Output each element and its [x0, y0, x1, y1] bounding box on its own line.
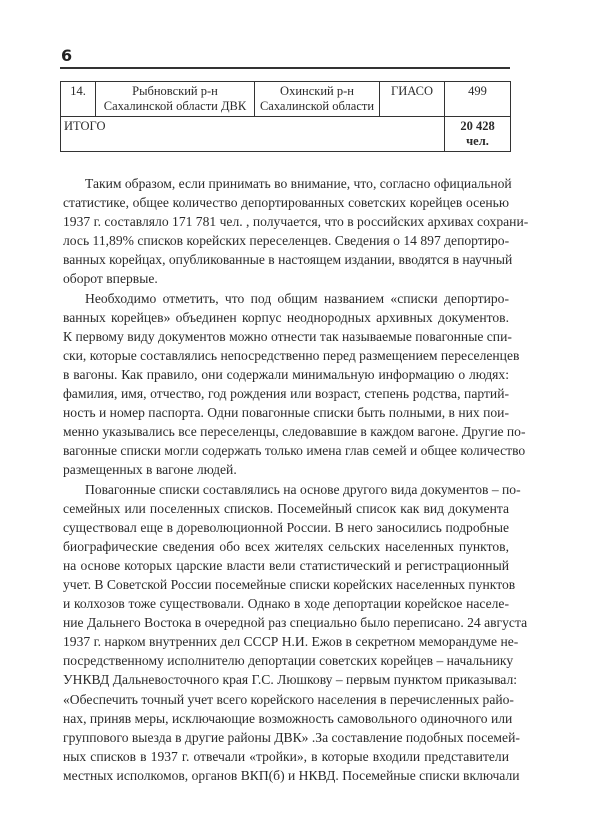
- page-number: 6: [61, 46, 73, 65]
- text-line: местных исполкомов, органов ВКП(б) и НКВД. Посемейные списки включали: [63, 767, 520, 783]
- total-value: 20 428 чел.: [445, 117, 511, 152]
- text-line: учет. В Советской России посемейные списки корейских населенных пунктов: [63, 576, 516, 592]
- text-line: статистике, общее количество депортированных советских корейцев осенью: [63, 195, 509, 211]
- cell-count: 499: [445, 82, 511, 117]
- table-row: [61, 82, 511, 117]
- text-line: вагонные списки могли содержать только имена глав семей и общее количество: [63, 443, 526, 459]
- text-line: в вагоны. Как правило, они содержали минимальную информацию о людях:: [63, 366, 509, 382]
- text-line: размещенных в вагоне людей.: [63, 462, 237, 478]
- text-line: Необходимо отметить, что под общим названием «списки депортиро-: [85, 290, 509, 306]
- total-label: ИТОГО: [61, 117, 445, 152]
- origin-line: Рыбновский р-н: [132, 84, 218, 98]
- text-line: ность и номер паспорта. Одни повагонные списки быть полными, в них пои-: [63, 405, 509, 421]
- text-line: лось 11,89% списков корейских переселенцев. Сведения о 14 897 депортиро-: [63, 233, 510, 249]
- text-line: Повагонные списки составлялись на основе другого вида документов – по-: [85, 481, 521, 497]
- text-line: на основе которых царские власти вели статистический и регистрационный: [63, 557, 509, 573]
- text-line: Таким образом, если принимать во внимание, что, согласно официальной: [85, 176, 512, 191]
- text-line: ванных корейцах, опубликованные в настоящем издании, вводятся в научный: [63, 252, 513, 268]
- text-line: оборот впервые.: [63, 271, 158, 287]
- text-line: группового выезда в другие районы ДВК» .За составление подобных посемей-: [63, 729, 520, 745]
- text-line: ных списков в 1937 г. отвечали «тройки», в которые входили представители: [63, 748, 509, 764]
- text-line: ние Дальнего Востока в очередной раз специально было переписано. 24 августа: [63, 615, 528, 631]
- body-text: [63, 174, 529, 785]
- cell-number: 14.: [61, 82, 96, 117]
- text-line: 1937 г. нарком внутренних дел СССР Н.И. Ежов в секретном меморандуме не-: [63, 634, 519, 650]
- text-line: УНКВД Дальневосточного края Г.С. Люшкову – первым пунктом приказывал:: [63, 672, 518, 688]
- text-line: ванных корейцев» объединен корпус неоднородных архивных документов.: [63, 309, 509, 325]
- destination-line: Охинский р-н: [280, 84, 354, 98]
- cell-archive: ГИАСО: [380, 82, 445, 117]
- text-line: фамилия, имя, отчество, год рождения или возраст, степень родства, партий-: [63, 386, 509, 402]
- destination-line: Сахалинской области: [259, 99, 375, 113]
- deportation-table: [60, 81, 511, 152]
- cell-destination: [255, 82, 380, 117]
- text-line: биографические сведения обо всех жителях сельских населенных пунктов,: [63, 538, 509, 554]
- text-line: менно указывались все переселенцы, следовавшие в каждом вагоне. Другие по-: [63, 424, 526, 440]
- text-line: К первому виду документов можно отнести так называемые повагонные спи-: [63, 328, 512, 344]
- text-line: ски, которые составлялись непосредственно перед размещением переселенцев: [63, 347, 520, 363]
- table-total-row: [61, 117, 511, 152]
- text-line: посредственному исполнителю депортации советских корейцев – начальнику: [63, 653, 514, 669]
- text-line: и колхозов тоже существовали. Однако в ходе депортации корейское населе-: [63, 596, 509, 612]
- text-line: 1937 г. составляло 171 781 чел. , получается, что в российских архивах сохрани-: [63, 214, 529, 230]
- header-rule: [60, 67, 510, 69]
- text-line: семейных или поселенных списков. Посемейный список как вид документа: [63, 500, 509, 516]
- origin-line: Сахалинской области ДВК: [103, 99, 247, 113]
- cell-origin: [96, 82, 255, 117]
- text-line: существовал еще в дореволюционной России. В него заносились подробные: [63, 519, 509, 535]
- text-line: нах, приняв меры, исключающие возможность самовольного одиночного или: [63, 710, 513, 726]
- text-line: «Обеспечить точный учет всего корейского населения в перечисленных райо-: [63, 691, 514, 707]
